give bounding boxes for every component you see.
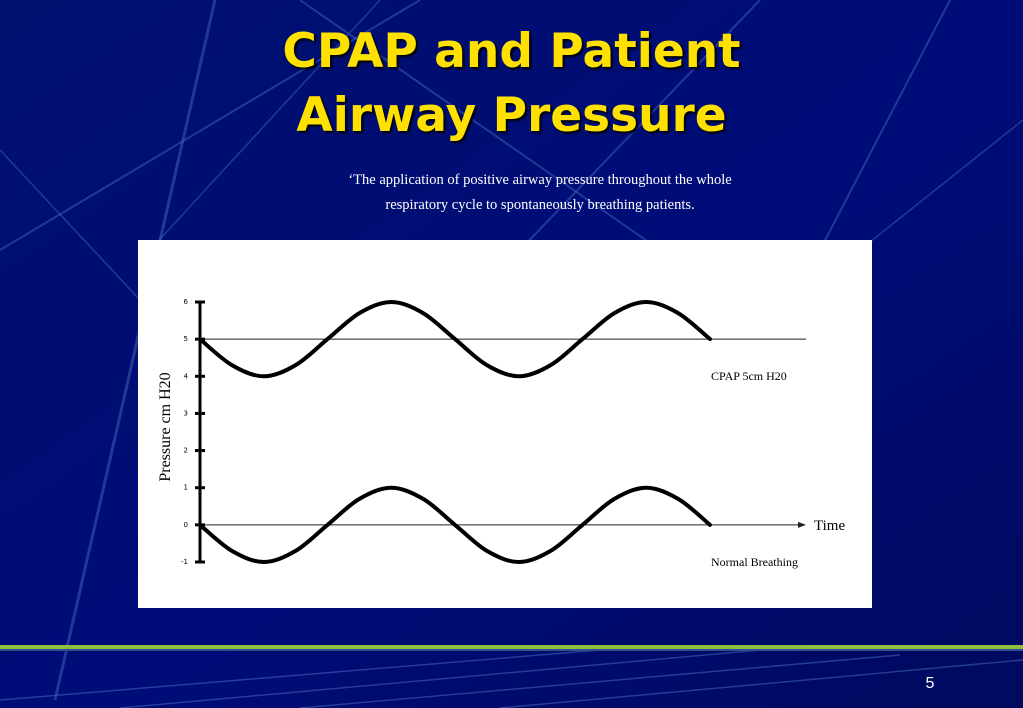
pressure-chart (138, 240, 872, 608)
y-tick-label-6: 5 (183, 335, 188, 344)
y-tick-label-7: 6 (183, 298, 188, 306)
title-line-1: CPAP and Patient (282, 24, 741, 79)
y-tick-label-0: -1 (181, 558, 188, 566)
page-number: 5 (925, 675, 935, 692)
chart-panel (138, 240, 872, 608)
legend-cpap: CPAP 5cm H20 (711, 369, 787, 383)
y-tick-label-3: 2 (183, 446, 188, 455)
y-tick-label-5: 4 (183, 372, 188, 381)
y-tick-label-2: 1 (183, 483, 188, 492)
title-line-2: Airway Pressure (296, 88, 727, 143)
legend-normal-breathing: Normal Breathing (711, 555, 798, 569)
y-tick-label-1: 0 (183, 520, 188, 529)
slide-subtitle: ‘The application of positive airway pressure throughout the whole respiratory cycle to spontaneously breathing patients. (348, 172, 732, 213)
accent-line (0, 645, 1023, 649)
x-axis-label: Time (814, 518, 846, 534)
y-axis-label: Pressure cm H20 (157, 372, 174, 482)
x-axis-arrow (798, 522, 806, 528)
y-tick-label-4: 3 (183, 409, 188, 418)
page-title (0, 20, 1023, 148)
